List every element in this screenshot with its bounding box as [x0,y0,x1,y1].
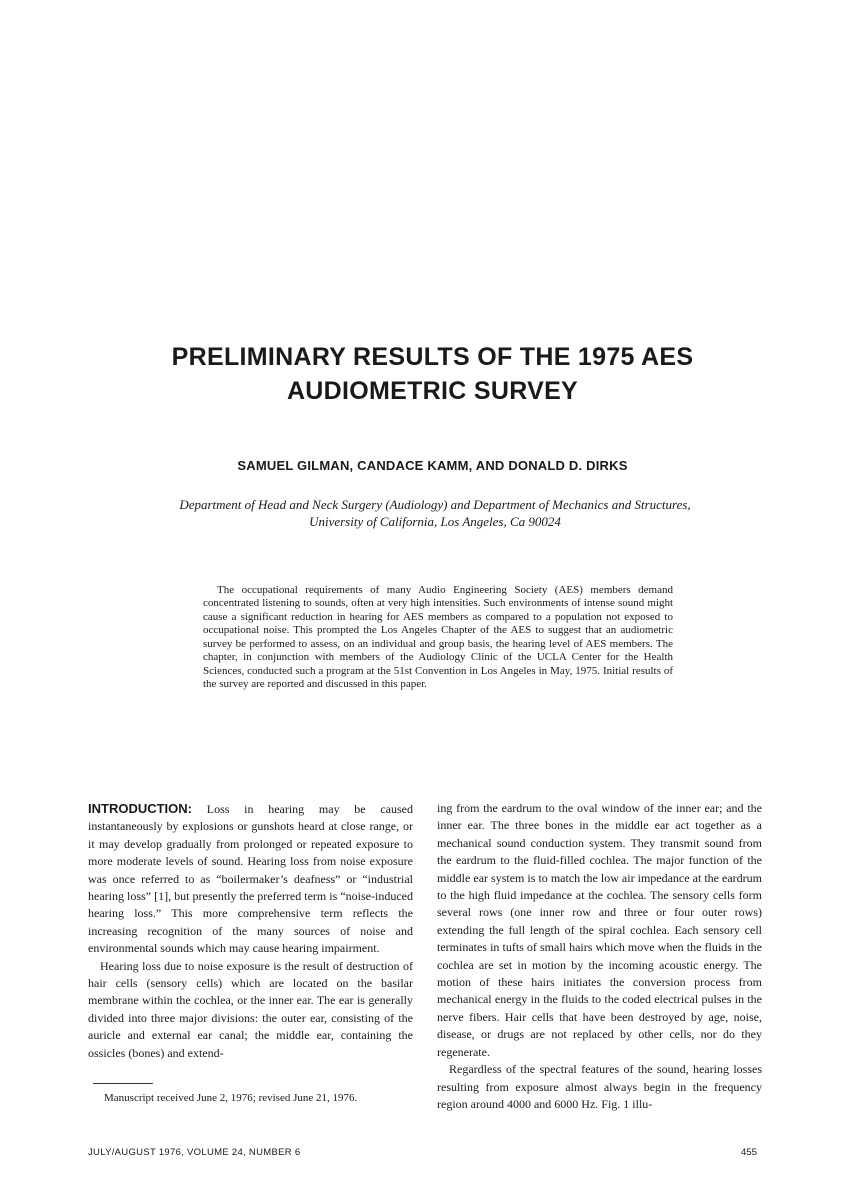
body-column-right [437,800,762,1113]
footnote: Manuscript received June 2, 1976; revised June 21, 1976. [104,1092,358,1104]
body-paragraph: ing from the eardrum to the oval window of the inner ear; and the inner ear. The three bones in the middle ear act together as a mechanical sound conduction system. They transmit sound from the eardrum to the fluid-filled cochlea. The major function of the middle ear system is to match the low air impedance at the eardrum to the high fluid impedance at the cochlea. The sensory cells form several rows (one inner row and three or four outer rows) extending the full length of the spiral cochlea. Each sensory cell terminates in tufts of small hairs which move when the fluids in the cochlea are set in motion by the incoming acoustic energy. The motion of these hairs initiates the conversion process from mechanical energy in the fluids to the coded electrical pulses in the nerve fibers. Hair cells that have been destroyed by age, noise, disease, or drugs are not replaced by other cells, nor do they regenerate. [437,801,762,1059]
title-line-2: AUDIOMETRIC SURVEY [286,377,579,405]
body-paragraph: Hearing loss due to noise exposure is the result of destruction of hair cells (sensory cells) which are located on the basilar membrane within the cochlea, or the inner ear. The ear is generally divided into three major divisions: the outer ear, consisting of the auricle and external ear canal; the middle ear, containing the ossicles (bones) and extend- [88,958,413,1060]
body-column-left [88,800,413,1062]
abstract [203,584,673,692]
intro-text: Loss in hearing may be caused instantaneously by explosions or gunshots heard at close range, or it may develop gradually from prolonged or repeated exposure to more moderate levels of sound. Hearing loss from noise exposure was once referred to as “boilermaker’s deafness” or “industrial hearing loss” [1], but presently the preferred term is “noise-induced hearing loss.” This more comprehensive term reflects the increasing recognition of the many sources of noise and environmental sounds which may cause hearing impairment. [88,802,414,956]
page-number: 455 [741,1147,757,1158]
journal-issue: JULY/AUGUST 1976, VOLUME 24, NUMBER 6 [88,1147,301,1158]
paper-title [60,340,805,408]
affiliation-line-1: Department of Head and Neck Surgery (Audiology) and Department of Mechanics and Structures, [179,497,691,512]
title-line-1: PRELIMINARY RESULTS OF THE 1975 AES [171,343,694,371]
affiliation [90,496,780,530]
affiliation-line-2: University of California, Los Angeles, Ca 90024 [309,514,561,529]
footnote-divider [93,1083,153,1084]
section-heading: INTRODUCTION: [88,801,192,816]
intro-paragraph [88,800,413,958]
body-paragraph: Regardless of the spectral features of the sound, hearing losses resulting from exposure almost always begin in the frequency region around 4000 and 6000 Hz. Fig. 1 illu- [437,1062,762,1111]
abstract-text: The occupational requirements of many Audio Engineering Society (AES) members demand concentrated listening to sounds, often at very high intensities. Such environments of intense sound might cause a significant reduction in hearing for AES members as compared to a population not exposed to occupational noise. This prompted the Los Angeles Chapter of the AES to suggest that an audiometric survey be performed to assess, on an individual and group basis, the hearing level of AES members. The chapter, in conjunction with members of the Audiology Clinic of the UCLA Center for the Health Sciences, conducted such a program at the 51st Convention in Los Angeles in May, 1975. Initial results of the survey are reported and discussed in this paper. [203,584,673,691]
author-list: SAMUEL GILMAN, CANDACE KAMM, AND DONALD D. DIRKS [237,458,628,473]
